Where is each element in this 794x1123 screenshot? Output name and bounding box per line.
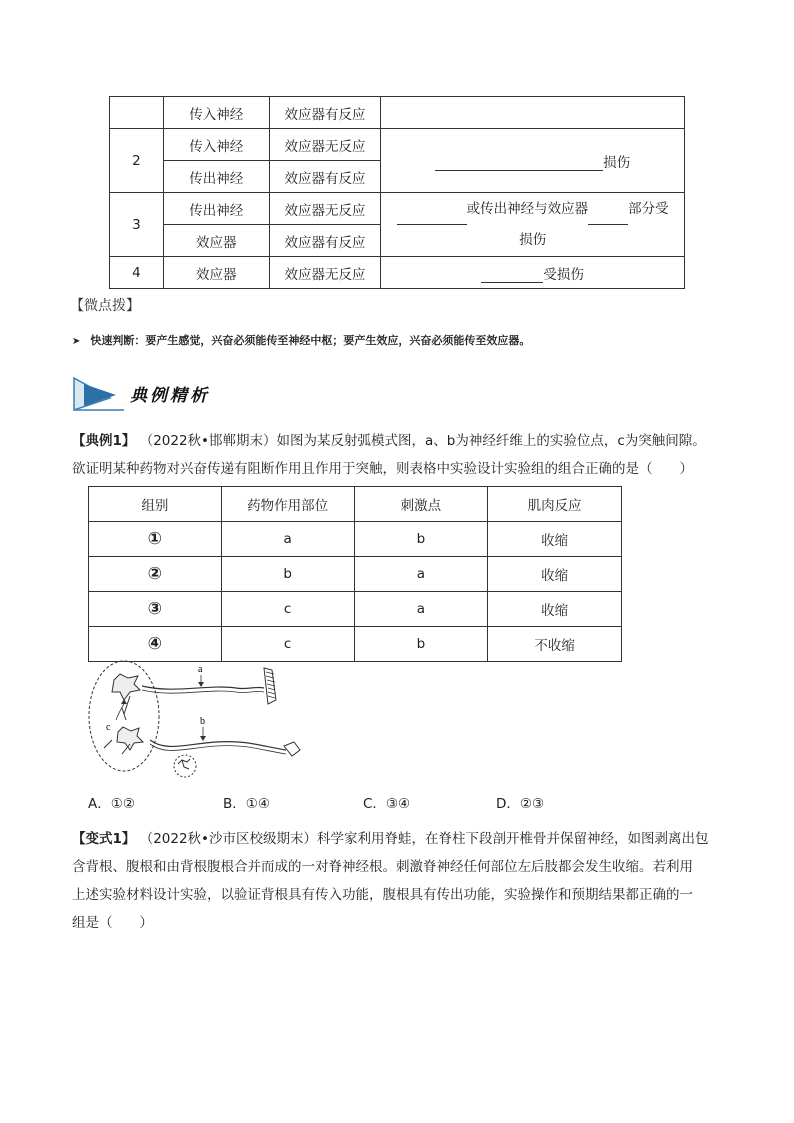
table-header-row [89, 487, 622, 522]
table-cell: 效应器有反应 [269, 225, 381, 257]
table-cell [381, 257, 685, 289]
table-cell: 2 [110, 129, 164, 193]
table-cell: a [354, 592, 488, 627]
option-c[interactable] [363, 792, 410, 812]
label-a: a [198, 664, 203, 675]
damage-judgment-table [109, 96, 685, 289]
option-value: ②③ [519, 796, 545, 812]
table-cell: 效应器 [163, 257, 269, 289]
tip-heading: 【微点拨】 [70, 298, 140, 314]
conclusion-text: 部分受 [628, 200, 669, 217]
table-cell: 收缩 [488, 557, 622, 592]
column-header: 组别 [89, 487, 222, 522]
receptor [284, 742, 300, 756]
table-cell: c [221, 627, 354, 662]
option-d[interactable] [496, 792, 544, 812]
table-row [89, 627, 622, 662]
option-value: ①② [110, 796, 135, 812]
table-cell: c [221, 592, 354, 627]
ganglion-outline [174, 755, 196, 777]
option-letter: B． [223, 796, 246, 812]
table-cell: 4 [110, 257, 164, 289]
table-cell: 不收缩 [488, 627, 622, 662]
table-row [110, 257, 685, 289]
question-text: 含背根、腹根和由背根腹根合并而成的一对脊神经根。刺激脊神经任何部位左后肢都会发生收缩。若利用 [72, 859, 693, 875]
option-letter: C． [363, 796, 386, 812]
table-cell: 效应器无反应 [269, 257, 381, 289]
column-header: 刺激点 [354, 487, 488, 522]
table-cell: b [354, 522, 488, 557]
table-cell: 传出神经 [163, 193, 269, 225]
table-row [110, 193, 685, 225]
option-letter: D． [496, 796, 520, 812]
table-cell: 3 [110, 193, 164, 257]
efferent-fiber [142, 686, 264, 689]
table-cell [381, 193, 685, 257]
answer-blank [435, 156, 603, 171]
table-cell: a [354, 557, 488, 592]
table-cell: 效应器无反应 [269, 193, 381, 225]
label-b: b [200, 716, 205, 727]
answer-blank [588, 210, 628, 225]
section-play-icon [70, 376, 126, 412]
variant-tag: 【变式1】 [72, 831, 136, 847]
experiment-table [88, 486, 622, 662]
bullet-arrow-icon: ➤ [72, 336, 81, 347]
conclusion-text: 受损伤 [543, 266, 584, 283]
answer-blank [481, 268, 543, 283]
table-cell: 传入神经 [163, 129, 269, 161]
reflex-arc-figure [86, 660, 326, 785]
table-cell: 传出神经 [163, 161, 269, 193]
table-cell: 传入神经 [163, 97, 269, 129]
answer-blank [397, 210, 467, 225]
label-c: c [106, 722, 111, 733]
table-cell: 效应器 [163, 225, 269, 257]
table-cell: 收缩 [488, 522, 622, 557]
neuron-body [112, 674, 140, 700]
section-title: 典例精析 [130, 386, 210, 406]
conclusion-text: 损伤 [603, 154, 631, 171]
table-cell: ① [89, 522, 222, 557]
table-cell: ② [89, 557, 222, 592]
column-header: 药物作用部位 [221, 487, 354, 522]
table-row [110, 97, 685, 129]
option-a[interactable] [88, 792, 135, 812]
table-cell: ④ [89, 627, 222, 662]
example-tag: 【典例1】 [72, 433, 136, 449]
table-cell: 效应器无反应 [269, 129, 381, 161]
conclusion-text: 或传出神经与效应器 [466, 200, 589, 217]
question-text: 组是（ ） [72, 915, 153, 931]
variant1-question [72, 825, 752, 937]
table-cell: 收缩 [488, 592, 622, 627]
example1-question [72, 427, 752, 483]
question-text: 欲证明某种药物对兴奋传递有阻断作用且作用于突触，则表格中实验设计实验组的组合正确的是（ ） [72, 461, 693, 477]
table-cell: 效应器有反应 [269, 161, 381, 193]
question-text: （2022秋•沙市区校级期末）科学家利用脊蛙，在脊柱下段剖开椎骨并保留神经，如图剥离出包 [139, 831, 709, 847]
table-cell [381, 129, 685, 193]
table-row [110, 129, 685, 161]
table-cell [110, 97, 164, 129]
option-letter: A． [88, 796, 111, 812]
tip-text: 快速判断：要产生感觉，兴奋必须能传至神经中枢；要产生效应，兴奋必须能传至效应器。 [90, 334, 531, 347]
table-row [89, 557, 622, 592]
option-value: ①④ [245, 796, 270, 812]
table-row [89, 522, 622, 557]
table-cell: b [221, 557, 354, 592]
table-cell: a [221, 522, 354, 557]
afferent-fiber [150, 740, 286, 750]
table-cell: ③ [89, 592, 222, 627]
table-cell: 效应器有反应 [269, 97, 381, 129]
option-b[interactable] [223, 792, 270, 812]
question-text: 上述实验材料设计实验，以验证背根具有传入功能，腹根具有传出功能，实验操作和预期结果都正确的一 [72, 887, 693, 903]
table-row [89, 592, 622, 627]
question-text: （2022秋•邯郸期末）如图为某反射弧模式图，a、b为神经纤维上的实验位点，c为突触间隙。 [139, 433, 706, 449]
option-value: ③④ [385, 796, 411, 812]
neuron-body [117, 727, 143, 750]
table-cell: b [354, 627, 488, 662]
tip-line [72, 332, 530, 348]
conclusion-text: 损伤 [519, 231, 547, 248]
column-header: 肌肉反应 [488, 487, 622, 522]
table-cell [381, 97, 685, 129]
